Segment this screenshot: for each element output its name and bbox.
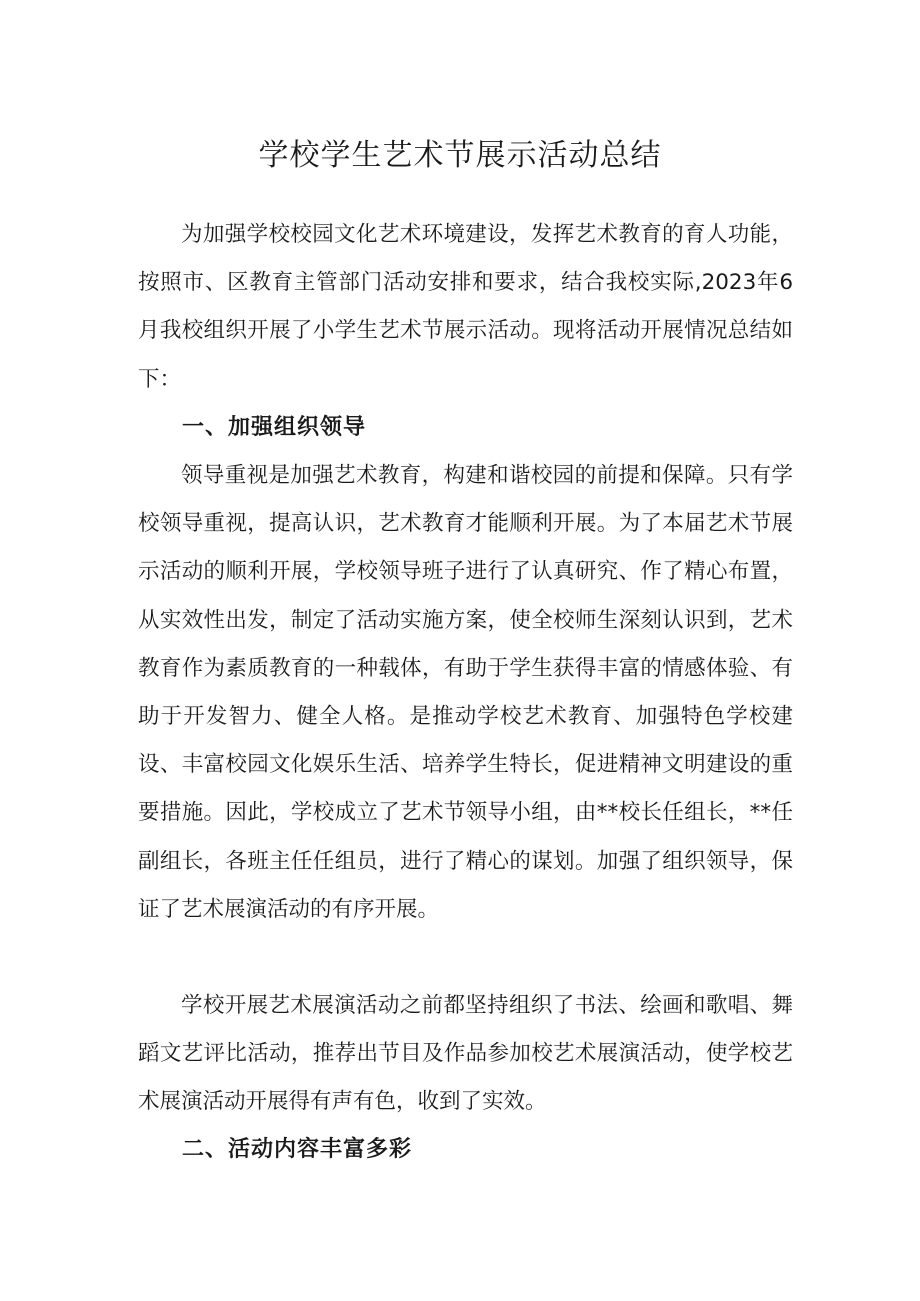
document-title: 学校学生艺术节展示活动总结 <box>258 138 662 173</box>
intro-paragraph: 为加强学校校园文化艺术环境建设，发挥艺术教育的育人功能，按照市、区教育主管部门活动安排和要求，结合我校实际,2023年6月我校组织开展了小学生艺术节展示活动。现将活动开展情况总结如下： <box>138 222 793 392</box>
section-heading-2: 二、活动内容丰富多彩 <box>182 1137 413 1162</box>
section-1-paragraph-2: 学校开展艺术展演活动之前都坚持组织了书法、绘画和歌唱、舞蹈文艺评比活动，推荐出节目及作品参加校艺术展演活动，使学校艺术展演活动开展得有声有色，收到了实效。 <box>138 993 793 1115</box>
section-1-paragraph-1: 领导重视是加强艺术教育，构建和谐校园的前提和保障。只有学校领导重视，提高认识，艺术教育才能顺利开展。为了本届艺术节展示活动的顺利开展，学校领导班子进行了认真研究、作了精心布置，从实效性出发，制定了活动实施方案，使全校师生深刻认识到，艺术教育作为素质教育的一种载体，有助于学生获得丰富的情感体验、有助于开发智力、健全人格。是推动学校艺术教育、加强特色学校建设、丰富校园文化娱乐生活、培养学生特长，促进精神文明建设的重要措施。因此，学校成立了艺术节领导小组，由**校长任组长，**任副组长，各班主任任组员，进行了精心的谋划。加强了组织领导，保证了艺术展演活动的有序开展。 <box>138 463 793 922</box>
section-heading-1: 一、加强组织领导 <box>182 415 367 440</box>
